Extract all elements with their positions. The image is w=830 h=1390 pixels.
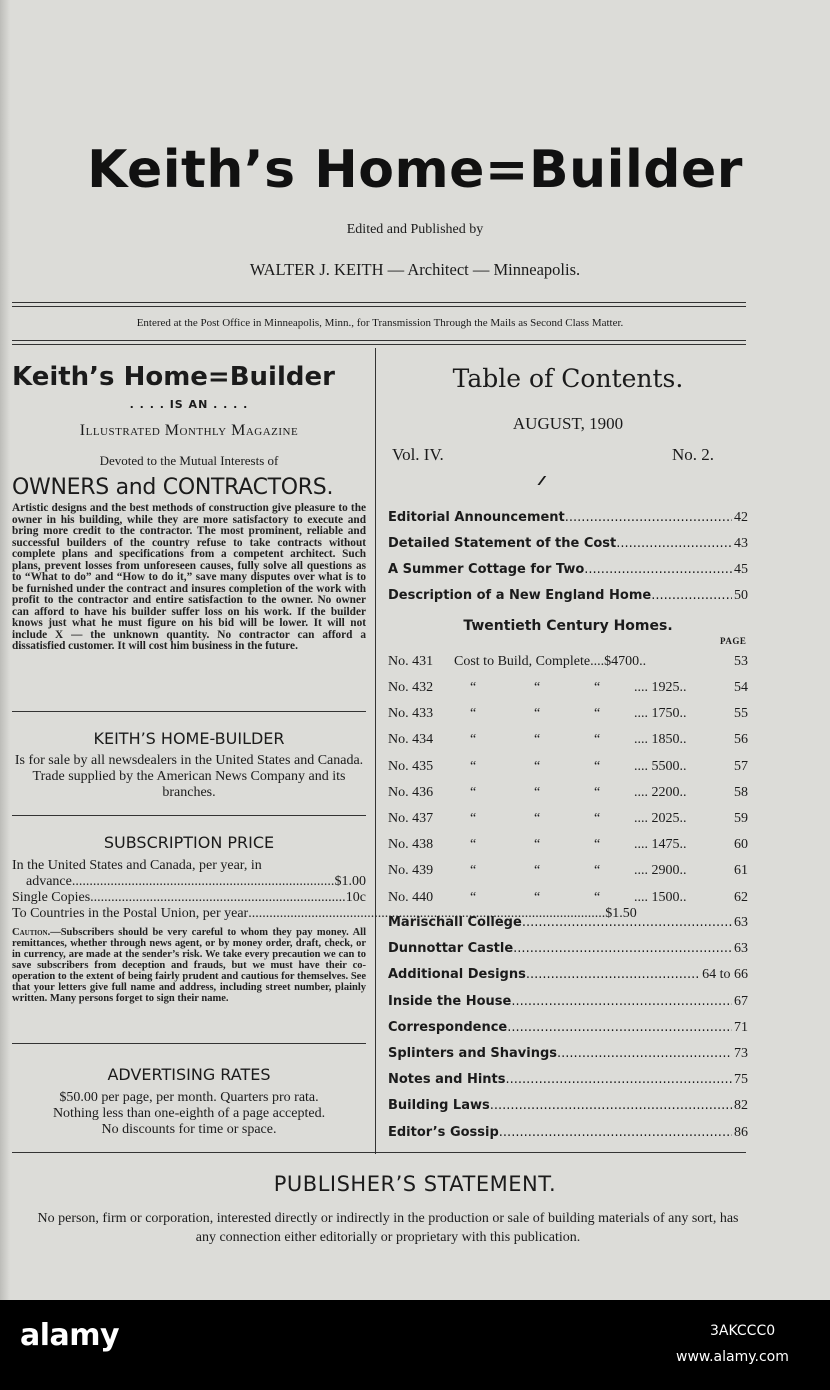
toc-entry-page: 86 xyxy=(734,1124,748,1140)
toc-entry-page: 75 xyxy=(734,1072,748,1088)
sub-us-label: advance xyxy=(26,874,72,889)
sub-postal-price: $1.50 xyxy=(605,906,637,921)
toc-entry-page: 63 xyxy=(734,941,748,957)
caution-label: Caution. xyxy=(12,927,51,938)
left-divider-2 xyxy=(12,815,366,816)
devoted-line: Devoted to the Mutual Interests of xyxy=(99,453,279,468)
toc-entry xyxy=(388,941,748,957)
ditto-mark: “ xyxy=(534,706,541,722)
toc-entry-title: Additional Designs xyxy=(388,967,526,983)
home-cost: 2200 xyxy=(651,784,680,800)
home-number: No. 434 xyxy=(388,732,434,748)
home-cost-wrap: .... 1850.. xyxy=(634,732,687,748)
ditto-mark: “ xyxy=(534,889,541,905)
home-number: No. 431 xyxy=(388,654,434,669)
home-description-text: Cost to Build, Complete xyxy=(454,654,591,669)
ditto-mark: “ xyxy=(534,758,541,774)
edited-by-line: Edited and Published by xyxy=(346,222,484,237)
toc-entry-title: Notes and Hints xyxy=(388,1072,506,1088)
toc-entry-title: Marischall College xyxy=(388,915,522,930)
home-cost-wrap: .... 2025.. xyxy=(634,811,687,826)
home-cost: 1850 xyxy=(651,732,680,748)
ditto-mark: “ xyxy=(594,706,601,722)
ditto-mark: “ xyxy=(534,863,541,879)
toc-entry xyxy=(388,915,748,931)
ditto-mark: “ xyxy=(470,758,477,774)
home-cost: 1475 xyxy=(651,837,680,853)
home-page: 60 xyxy=(734,837,748,853)
caution-paragraph xyxy=(12,927,366,1004)
caution-text: —Subscribers should be very careful to whom they pay money. All remittances, whether through news agent, or by money order, draft, check, or in currency, are made at the sender’s risk. We take every precaution we can to save subscribers from deception and frauds, but we must have their co-operation to the extent of being fairly prudent and cautious for themselves. See that your letters give full name and address, including street number, plainly written. Many persons forget to sign their name. xyxy=(12,927,366,1004)
toc-entry xyxy=(388,1125,748,1141)
home-cost: $4700 xyxy=(604,654,640,669)
home-number: No. 437 xyxy=(388,811,434,826)
ditto-mark: “ xyxy=(594,837,601,853)
homes-heading: Twentieth Century Homes. xyxy=(463,618,673,634)
sub-us-row xyxy=(12,874,366,890)
owners-contractors: OWNERS and CONTRACTORS. xyxy=(12,475,334,500)
toc-entry-page: 63 xyxy=(734,915,748,930)
toc-entry-page: 43 xyxy=(734,536,748,551)
home-page: 59 xyxy=(734,811,748,826)
alamy-url: www.alamy.com xyxy=(676,1349,789,1365)
ditto-mark: “ xyxy=(470,889,477,905)
ditto-mark: “ xyxy=(594,863,601,879)
issue-date: AUGUST, 1900 xyxy=(512,414,624,433)
ditto-mark: “ xyxy=(470,732,477,748)
ditto-mark: “ xyxy=(534,784,541,800)
home-number: No. 436 xyxy=(388,784,434,800)
volume-number: Vol. IV. xyxy=(392,445,444,464)
toc-entry xyxy=(388,1020,748,1036)
home-cost-wrap: .... 1475.. xyxy=(634,837,687,853)
column-divider xyxy=(375,348,376,1154)
toc-entry-page: 82 xyxy=(734,1098,748,1114)
home-cost: 2900 xyxy=(651,863,680,879)
toc-entry xyxy=(388,1072,748,1088)
ditto-mark: “ xyxy=(534,811,541,826)
toc-entry-title: A Summer Cottage for Two xyxy=(388,562,585,577)
ornament: ⁄⁄⁄⁄⁄ xyxy=(540,474,542,489)
page-column-label: PAGE xyxy=(720,636,747,646)
home-cost-wrap: .... 1750.. xyxy=(634,706,687,722)
home-cost: 1925 xyxy=(651,680,680,695)
home-description: Cost to Build, Complete....$4700.. xyxy=(454,654,647,669)
left-heading: Keith’s Home=Builder xyxy=(12,362,335,392)
toc-entry-title: Description of a New England Home xyxy=(388,588,652,603)
ditto-mark: “ xyxy=(594,811,601,826)
home-page: 58 xyxy=(734,784,748,800)
advertising-heading: ADVERTISING RATES xyxy=(107,1065,271,1084)
home-page: 61 xyxy=(734,863,748,879)
toc-entry xyxy=(388,1098,748,1114)
home-cost-wrap: .... 2200.. xyxy=(634,784,687,800)
ditto-mark: “ xyxy=(470,784,477,800)
ditto-mark: “ xyxy=(534,837,541,853)
sub-postal-row: To Countries in the Postal Union, per year .. ..... $1.50 xyxy=(12,906,366,922)
ditto-mark: “ xyxy=(470,837,477,853)
ditto-mark: “ xyxy=(594,732,601,748)
home-cost-wrap: .... 1925.. xyxy=(634,680,687,695)
toc-entry-title: Splinters and Shavings xyxy=(388,1046,558,1061)
toc-entry xyxy=(388,588,748,604)
home-page: 56 xyxy=(734,732,748,748)
toc-entry-title: Correspondence xyxy=(388,1019,508,1035)
home-number: No. 440 xyxy=(388,889,434,905)
footer-rule xyxy=(12,1152,746,1153)
is-an-line: . . . . IS AN . . . . xyxy=(129,398,249,411)
image-id: 3AKCCC0 xyxy=(710,1323,776,1339)
home-number: No. 435 xyxy=(388,758,434,774)
subscription-heading: SUBSCRIPTION PRICE xyxy=(103,833,275,852)
toc-title: Table of Contents. xyxy=(452,364,684,393)
publisher-line: WALTER J. KEITH — Architect — Minneapolis. xyxy=(249,260,581,279)
home-number: No. 439 xyxy=(388,863,434,879)
ditto-mark: “ xyxy=(594,889,601,905)
toc-entry-title: Building Laws xyxy=(388,1098,490,1114)
magazine-subtitle: Illustrated Monthly Magazine xyxy=(79,422,299,439)
ditto-mark: “ xyxy=(470,863,477,879)
toc-entry-page: 45 xyxy=(734,562,748,577)
issue-number: No. 2. xyxy=(672,445,715,464)
sale-text: Is for sale by all newsdealers in the United States and Canada. Trade supplied by the American News Company and its branches. xyxy=(14,753,364,800)
home-page: 62 xyxy=(734,889,748,905)
sub-single-label: Single Copies xyxy=(12,890,91,905)
left-divider-3 xyxy=(12,1043,366,1044)
toc-entry-page: 73 xyxy=(734,1046,748,1061)
toc-entry xyxy=(388,510,748,526)
home-cost: 2025 xyxy=(651,811,680,826)
toc-entry xyxy=(388,1046,748,1062)
home-cost-wrap: .... 5500.. xyxy=(634,758,687,774)
ditto-mark: “ xyxy=(470,811,477,826)
advertising-line-3: No discounts for time or space. xyxy=(101,1122,277,1137)
ditto-mark: “ xyxy=(594,758,601,774)
ditto-mark: “ xyxy=(470,680,477,695)
sale-heading: KEITH’S HOME-BUILDER xyxy=(93,729,285,748)
toc-entry xyxy=(388,536,748,552)
sub-postal-label: To Countries in the Postal Union, per year xyxy=(12,906,249,921)
ditto-mark: “ xyxy=(534,680,541,695)
home-page: 53 xyxy=(734,654,748,669)
home-cost: 1750 xyxy=(651,706,680,722)
toc-entry-page: 67 xyxy=(734,993,748,1009)
home-number: No. 433 xyxy=(388,706,434,722)
alamy-logo: alamy xyxy=(20,1318,120,1353)
toc-entry xyxy=(388,562,748,578)
home-cost-wrap: .... 2900.. xyxy=(634,863,687,879)
toc-entry-title: Dunnottar Castle xyxy=(388,941,514,957)
header-rule-bottom xyxy=(12,340,746,345)
ditto-mark: “ xyxy=(470,706,477,722)
sub-single-price: 10c xyxy=(345,890,366,905)
home-cost-wrap: .... 1500.. xyxy=(634,889,687,905)
toc-entry-page: 50 xyxy=(734,588,748,603)
home-page: 54 xyxy=(734,680,748,695)
toc-entry-title: Detailed Statement of the Cost xyxy=(388,536,617,551)
left-divider-1 xyxy=(12,711,366,712)
home-cost: 5500 xyxy=(651,758,680,774)
toc-entry-page: 71 xyxy=(734,1019,748,1035)
home-number: No. 432 xyxy=(388,680,434,695)
sub-single-row xyxy=(12,890,366,906)
publisher-statement-text: No person, firm or corporation, interested directly or indirectly in the production or sale of building materials of any sort, has any connection either editorially or proprietary with this publication. xyxy=(37,1211,739,1245)
toc-entry-title: Editorial Announcement xyxy=(388,510,565,525)
publisher-statement-title: PUBLISHER’S STATEMENT. xyxy=(273,1172,557,1196)
ditto-mark: “ xyxy=(534,732,541,748)
toc-entry-page: 64 to 66 xyxy=(702,967,748,983)
home-number: No. 438 xyxy=(388,837,434,853)
masthead-title: Keith’s Home=Builder xyxy=(87,140,743,200)
advertising-line-2: Nothing less than one-eighth of a page accepted. xyxy=(52,1106,326,1121)
sub-us-price: $1.00 xyxy=(334,874,366,889)
sub-us-line: In the United States and Canada, per year, in xyxy=(12,858,262,873)
ditto-mark: “ xyxy=(594,784,601,800)
toc-entry xyxy=(388,967,748,983)
advertising-line-1: $50.00 per page, per month. Quarters pro rata. xyxy=(59,1090,319,1105)
intro-paragraph: Artistic designs and the best methods of construction give pleasure to the owner in his building, while they are more satisfactory to execute and bring more credit to the contractor. The most prominent, reliable and successful builders of the country refuse to take contracts without complete plans and specifications from a competent architect. Such plans, prevent losses from unforeseen causes, fully solve all questions as to “What to do” and “How to do it,” save many disputes over what is to be furnished under the contract and insures completion of the work with profit to the contractor and entire satisfaction to the owner. No owner can afford to have his builder suffer loss on his work. If the builder knows just what he must figure on his bid will be lower. It will not include X — the unknown quantity. No contractor can afford a dissatisfied customer. It will cost him business in the future. xyxy=(12,502,366,652)
home-cost: 1500 xyxy=(651,889,680,905)
home-page: 57 xyxy=(734,758,748,774)
ditto-mark: “ xyxy=(594,680,601,695)
toc-entry-page: 42 xyxy=(734,510,748,525)
home-page: 55 xyxy=(734,706,748,722)
toc-entry xyxy=(388,994,748,1010)
toc-entry-title: Editor’s Gossip xyxy=(388,1124,499,1140)
advertising-text xyxy=(12,1090,366,1138)
post-office-notice: Entered at the Post Office in Minneapolis, Minn., for Transmission Through the Mails as Second Class Matter. xyxy=(136,317,624,329)
header-rule-top xyxy=(12,302,746,307)
toc-entry-title: Inside the House xyxy=(388,993,512,1009)
